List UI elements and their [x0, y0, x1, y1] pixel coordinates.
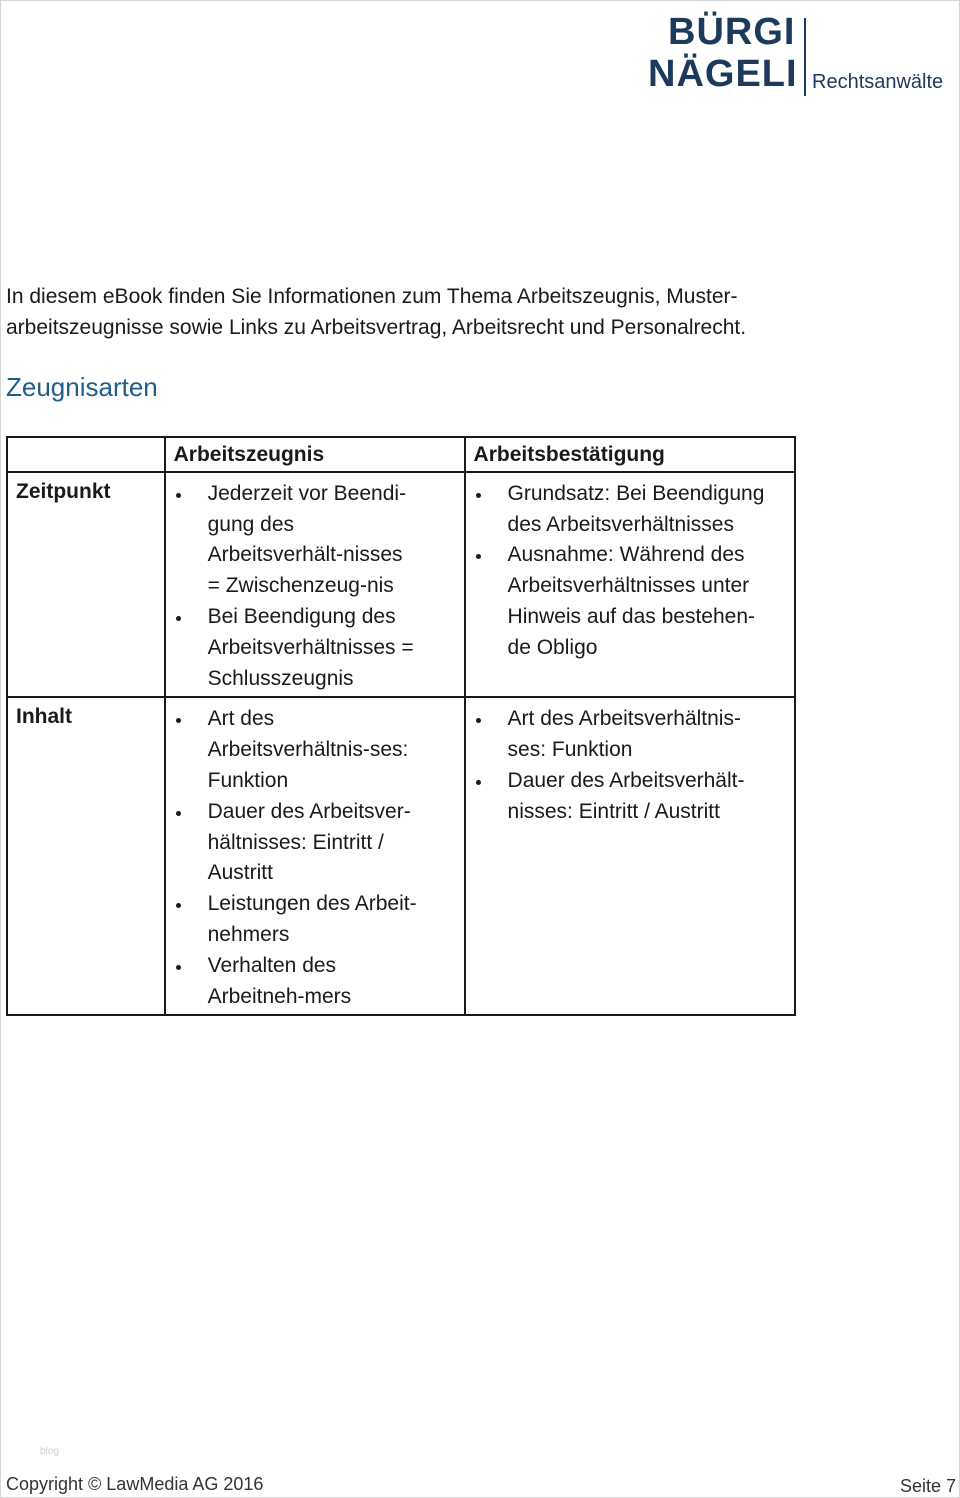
logo-subtitle: Rechtsanwälte	[812, 71, 944, 93]
company-logo	[648, 8, 958, 98]
cell-zeitpunkt-arbeitsbestaetigung	[465, 472, 795, 698]
list-item: Leistungen des Arbeit-nehmers	[166, 889, 418, 951]
watermark: blog	[40, 1446, 59, 1457]
cell-inhalt-arbeitsbestaetigung	[465, 697, 795, 1015]
list-item: Dauer des Arbeitsverhält-nisses: Eintritt / Austritt	[466, 766, 758, 828]
cell-zeitpunkt-arbeitszeugnis	[165, 472, 465, 698]
row-label-inhalt: Inhalt	[7, 697, 165, 1015]
intro-paragraph	[6, 281, 866, 343]
logo-line-2: NÄGELI	[648, 53, 798, 95]
list-item: Ausnahme: Während des Arbeitsverhältnisses unter Hinweis auf das bestehen-de Obligo	[466, 540, 770, 663]
list-item: Bei Beendigung des Arbeitsverhältnisses = Schlusszeugnis	[166, 602, 430, 694]
table-header-row	[7, 437, 795, 472]
header-arbeitszeugnis: Arbeitszeugnis	[165, 437, 465, 472]
list-item: Dauer des Arbeitsver-hältnisses: Eintritt / Austritt	[166, 797, 418, 889]
intro-line-1: In diesem eBook finden Sie Informationen zum Thema Arbeitszeugnis, Muster-	[6, 285, 738, 308]
section-title: Zeugnisarten	[6, 372, 158, 402]
table-row	[7, 472, 795, 698]
list-item: Grundsatz: Bei Beendigung des Arbeitsverhältnisses	[466, 479, 770, 541]
list-item: Jederzeit vor Beendi-gung des Arbeitsverhält-nisses = Zwischenzeug-nis	[166, 479, 418, 602]
list-item: Verhalten des Arbeitneh-mers	[166, 951, 430, 1013]
list-item: Art des Arbeitsverhältnis-ses: Funktion	[466, 704, 758, 766]
row-label-zeitpunkt: Zeitpunkt	[7, 472, 165, 698]
intro-line-2: arbeitszeugnisse sowie Links zu Arbeitsvertrag, Arbeitsrecht und Personalrecht.	[6, 316, 747, 339]
list-item: Art des Arbeitsverhältnis-ses: Funktion	[166, 704, 430, 796]
copyright-notice: Copyright © LawMedia AG 2016	[6, 1474, 264, 1494]
logo-line-1: BÜRGI	[668, 11, 796, 53]
table-row	[7, 697, 795, 1015]
logo-divider	[804, 18, 806, 96]
header-arbeitsbestaetigung: Arbeitsbestätigung	[465, 437, 795, 472]
cell-inhalt-arbeitszeugnis	[165, 697, 465, 1015]
header-empty	[7, 437, 165, 472]
page-number: Seite 7	[899, 1476, 956, 1496]
comparison-table	[6, 436, 796, 1016]
